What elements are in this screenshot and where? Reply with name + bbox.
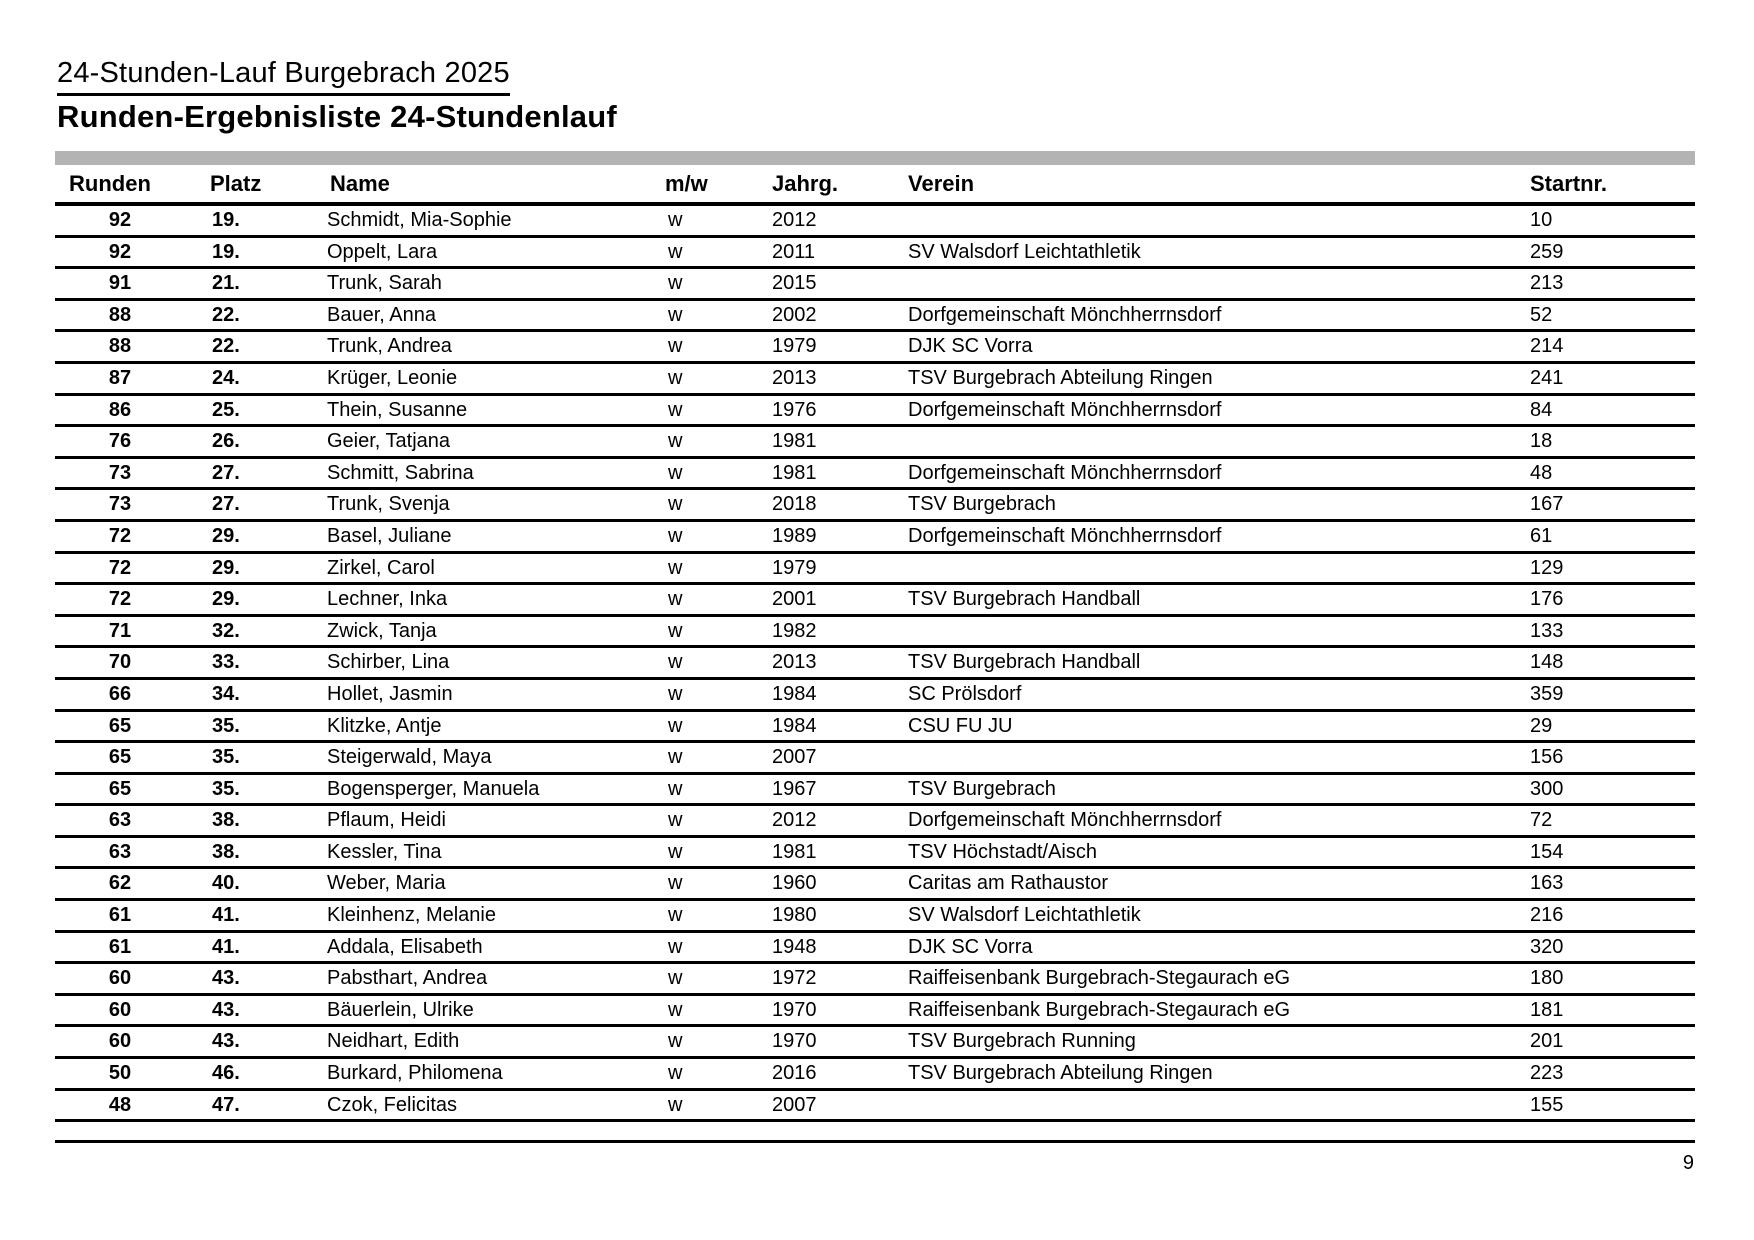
cell-mw: w bbox=[668, 651, 683, 674]
cell-runden: 76 bbox=[108, 430, 132, 453]
cell-platz: 29. bbox=[212, 588, 240, 611]
cell-platz: 43. bbox=[212, 998, 240, 1021]
cell-mw: w bbox=[668, 714, 683, 737]
cell-jahrg: 2007 bbox=[772, 746, 817, 769]
column-header-mw: m/w bbox=[665, 171, 708, 196]
cell-platz: 19. bbox=[212, 209, 240, 231]
cell-name: Czok, Felicitas bbox=[327, 1093, 458, 1116]
table-row bbox=[55, 459, 1695, 491]
page-subtitle: Runden-Ergebnisliste 24-Stundenlauf bbox=[57, 99, 617, 134]
table-header-row bbox=[55, 165, 1695, 206]
table-row bbox=[55, 396, 1695, 428]
cell-jahrg: 2011 bbox=[772, 240, 816, 263]
cell-verein: TSV Burgebrach Abteilung Ringen bbox=[908, 1062, 1213, 1085]
cell-startnr: 156 bbox=[1530, 746, 1564, 769]
cell-mw: w bbox=[668, 240, 683, 263]
cell-runden: 72 bbox=[108, 588, 132, 611]
cell-platz: 22. bbox=[212, 303, 240, 326]
column-header-startnr: Startnr. bbox=[1530, 171, 1608, 196]
cell-verein: SV Walsdorf Leichtathletik bbox=[908, 904, 1141, 927]
cell-verein: TSV Burgebrach Handball bbox=[908, 588, 1141, 611]
cell-platz: 21. bbox=[212, 272, 240, 295]
cell-verein: Dorfgemeinschaft Mönchherrnsdorf bbox=[908, 809, 1222, 832]
cell-platz: 29. bbox=[212, 524, 240, 547]
cell-platz: 24. bbox=[212, 366, 240, 389]
table-row bbox=[55, 522, 1695, 554]
cell-name: Zirkel, Carol bbox=[327, 556, 435, 579]
cell-name: Kessler, Tina bbox=[327, 840, 442, 863]
cell-platz: 27. bbox=[212, 461, 240, 484]
table-row bbox=[55, 364, 1695, 396]
column-header-jahrg: Jahrg. bbox=[772, 171, 839, 196]
cell-verein: SV Walsdorf Leichtathletik bbox=[908, 240, 1141, 263]
table-footer-rule bbox=[55, 1122, 1695, 1143]
cell-name: Trunk, Sarah bbox=[327, 272, 442, 295]
cell-jahrg: 1970 bbox=[772, 1030, 817, 1053]
table-row bbox=[55, 1059, 1695, 1091]
cell-jahrg: 2007 bbox=[772, 1093, 817, 1116]
cell-runden: 66 bbox=[108, 682, 132, 705]
cell-mw: w bbox=[668, 1062, 683, 1085]
cell-jahrg: 1984 bbox=[772, 682, 817, 705]
cell-runden: 60 bbox=[108, 1030, 132, 1053]
cell-runden: 60 bbox=[108, 998, 132, 1021]
table-row bbox=[55, 301, 1695, 333]
cell-name: Lechner, Inka bbox=[327, 588, 448, 611]
cell-runden: 62 bbox=[108, 872, 132, 895]
cell-jahrg: 2013 bbox=[772, 651, 817, 674]
cell-verein: TSV Burgebrach bbox=[908, 493, 1056, 516]
cell-startnr: 29 bbox=[1530, 714, 1553, 737]
cell-verein: Caritas am Rathaustor bbox=[908, 872, 1109, 895]
cell-name: Zwick, Tanja bbox=[327, 619, 437, 642]
cell-runden: 63 bbox=[108, 840, 132, 863]
cell-platz: 41. bbox=[212, 904, 240, 927]
cell-startnr: 129 bbox=[1530, 556, 1564, 579]
cell-runden: 73 bbox=[108, 493, 132, 516]
cell-platz: 25. bbox=[212, 398, 240, 421]
cell-startnr: 61 bbox=[1530, 524, 1553, 547]
cell-runden: 61 bbox=[108, 935, 132, 958]
cell-name: Pflaum, Heidi bbox=[327, 809, 446, 832]
cell-startnr: 214 bbox=[1530, 335, 1564, 358]
cell-jahrg: 1989 bbox=[772, 524, 817, 547]
cell-verein: TSV Höchstadt/Aisch bbox=[908, 840, 1097, 863]
cell-name: Trunk, Svenja bbox=[327, 493, 450, 516]
cell-runden: 60 bbox=[108, 967, 132, 990]
cell-runden: 50 bbox=[108, 1062, 132, 1085]
cell-name: Thein, Susanne bbox=[327, 398, 468, 421]
cell-mw: w bbox=[668, 904, 683, 927]
cell-mw: w bbox=[668, 209, 683, 231]
cell-platz: 46. bbox=[212, 1062, 240, 1085]
table-row bbox=[55, 238, 1695, 270]
cell-name: Pabsthart, Andrea bbox=[327, 967, 488, 990]
table-row bbox=[55, 1027, 1695, 1059]
cell-mw: w bbox=[668, 967, 683, 990]
cell-runden: 61 bbox=[108, 904, 132, 927]
cell-runden: 48 bbox=[108, 1093, 132, 1116]
cell-runden: 87 bbox=[108, 366, 132, 389]
cell-mw: w bbox=[668, 272, 683, 295]
cell-mw: w bbox=[668, 998, 683, 1021]
cell-platz: 33. bbox=[212, 651, 240, 674]
cell-platz: 26. bbox=[212, 430, 240, 453]
cell-platz: 47. bbox=[212, 1093, 240, 1116]
cell-name: Addala, Elisabeth bbox=[327, 935, 483, 958]
cell-startnr: 181 bbox=[1530, 998, 1564, 1021]
cell-mw: w bbox=[668, 303, 683, 326]
cell-mw: w bbox=[668, 366, 683, 389]
cell-startnr: 201 bbox=[1530, 1030, 1564, 1053]
cell-verein: Raiffeisenbank Burgebrach-Stegaurach eG bbox=[908, 998, 1291, 1021]
cell-verein: TSV Burgebrach Abteilung Ringen bbox=[908, 366, 1213, 389]
table-row bbox=[55, 933, 1695, 965]
cell-runden: 73 bbox=[108, 461, 132, 484]
cell-name: Klitzke, Antje bbox=[327, 714, 442, 737]
cell-jahrg: 2018 bbox=[772, 493, 817, 516]
cell-platz: 38. bbox=[212, 809, 240, 832]
cell-name: Kleinhenz, Melanie bbox=[327, 904, 496, 927]
cell-runden: 92 bbox=[108, 209, 132, 231]
cell-verein: TSV Burgebrach Running bbox=[908, 1030, 1136, 1053]
cell-platz: 19. bbox=[212, 240, 240, 263]
cell-platz: 43. bbox=[212, 1030, 240, 1053]
cell-name: Steigerwald, Maya bbox=[327, 746, 492, 769]
cell-verein: TSV Burgebrach Handball bbox=[908, 651, 1141, 674]
cell-platz: 40. bbox=[212, 872, 240, 895]
cell-mw: w bbox=[668, 840, 683, 863]
cell-jahrg: 1984 bbox=[772, 714, 817, 737]
table-row bbox=[55, 490, 1695, 522]
cell-name: Krüger, Leonie bbox=[327, 366, 458, 389]
column-header-verein: Verein bbox=[908, 171, 975, 196]
cell-platz: 43. bbox=[212, 967, 240, 990]
cell-platz: 35. bbox=[212, 777, 240, 800]
table-row bbox=[55, 712, 1695, 744]
cell-mw: w bbox=[668, 524, 683, 547]
cell-verein: Dorfgemeinschaft Mönchherrnsdorf bbox=[908, 524, 1222, 547]
cell-name: Schmidt, Mia-Sophie bbox=[327, 209, 512, 231]
cell-verein: Dorfgemeinschaft Mönchherrnsdorf bbox=[908, 303, 1222, 326]
cell-mw: w bbox=[668, 746, 683, 769]
cell-jahrg: 2016 bbox=[772, 1062, 817, 1085]
cell-jahrg: 1972 bbox=[772, 967, 817, 990]
cell-startnr: 241 bbox=[1530, 366, 1564, 389]
cell-jahrg: 1979 bbox=[772, 556, 817, 579]
cell-jahrg: 1979 bbox=[772, 335, 817, 358]
cell-runden: 72 bbox=[108, 524, 132, 547]
cell-verein: Raiffeisenbank Burgebrach-Stegaurach eG bbox=[908, 967, 1291, 990]
cell-name: Bogensperger, Manuela bbox=[327, 777, 540, 800]
cell-startnr: 259 bbox=[1530, 240, 1564, 263]
cell-name: Trunk, Andrea bbox=[327, 335, 452, 358]
table-row bbox=[55, 775, 1695, 807]
cell-startnr: 18 bbox=[1530, 430, 1553, 453]
header-divider-bar bbox=[55, 151, 1695, 165]
cell-platz: 22. bbox=[212, 335, 240, 358]
cell-mw: w bbox=[668, 1093, 683, 1116]
cell-mw: w bbox=[668, 588, 683, 611]
cell-name: Burkard, Philomena bbox=[327, 1062, 503, 1085]
cell-startnr: 163 bbox=[1530, 872, 1564, 895]
cell-startnr: 176 bbox=[1530, 588, 1564, 611]
cell-startnr: 10 bbox=[1530, 209, 1553, 231]
cell-mw: w bbox=[668, 872, 683, 895]
cell-platz: 35. bbox=[212, 746, 240, 769]
cell-jahrg: 2002 bbox=[772, 303, 817, 326]
cell-mw: w bbox=[668, 777, 683, 800]
cell-name: Oppelt, Lara bbox=[327, 240, 438, 263]
cell-verein: Dorfgemeinschaft Mönchherrnsdorf bbox=[908, 398, 1222, 421]
cell-startnr: 52 bbox=[1530, 303, 1553, 326]
cell-runden: 65 bbox=[108, 714, 132, 737]
cell-runden: 88 bbox=[108, 335, 132, 358]
cell-verein: Dorfgemeinschaft Mönchherrnsdorf bbox=[908, 461, 1222, 484]
page-title: 24-Stunden-Lauf Burgebrach 2025 bbox=[57, 57, 510, 96]
cell-jahrg: 2001 bbox=[772, 588, 817, 611]
results-table-body bbox=[55, 206, 1695, 1143]
cell-verein: CSU FU JU bbox=[908, 714, 1013, 737]
cell-startnr: 300 bbox=[1530, 777, 1564, 800]
column-header-runden: Runden bbox=[69, 171, 151, 196]
cell-jahrg: 1982 bbox=[772, 619, 817, 642]
cell-platz: 35. bbox=[212, 714, 240, 737]
table-row bbox=[55, 996, 1695, 1028]
table-row bbox=[55, 901, 1695, 933]
table-row bbox=[55, 806, 1695, 838]
cell-verein: SC Prölsdorf bbox=[908, 682, 1022, 705]
column-header-platz: Platz bbox=[210, 171, 262, 196]
cell-runden: 72 bbox=[108, 556, 132, 579]
cell-startnr: 359 bbox=[1530, 682, 1564, 705]
cell-platz: 38. bbox=[212, 840, 240, 863]
cell-jahrg: 1980 bbox=[772, 904, 817, 927]
cell-startnr: 84 bbox=[1530, 398, 1553, 421]
cell-jahrg: 1981 bbox=[772, 430, 817, 453]
cell-name: Hollet, Jasmin bbox=[327, 682, 453, 705]
cell-jahrg: 1976 bbox=[772, 398, 817, 421]
cell-startnr: 180 bbox=[1530, 967, 1564, 990]
cell-mw: w bbox=[668, 809, 683, 832]
cell-jahrg: 2015 bbox=[772, 272, 817, 295]
cell-startnr: 320 bbox=[1530, 935, 1564, 958]
cell-runden: 86 bbox=[108, 398, 132, 421]
cell-verein: TSV Burgebrach bbox=[908, 777, 1056, 800]
cell-jahrg: 1967 bbox=[772, 777, 817, 800]
cell-jahrg: 1981 bbox=[772, 840, 817, 863]
cell-mw: w bbox=[668, 335, 683, 358]
cell-verein: DJK SC Vorra bbox=[908, 335, 1033, 358]
cell-mw: w bbox=[668, 556, 683, 579]
cell-mw: w bbox=[668, 935, 683, 958]
cell-jahrg: 1970 bbox=[772, 998, 817, 1021]
cell-name: Schirber, Lina bbox=[327, 651, 450, 674]
cell-mw: w bbox=[668, 619, 683, 642]
cell-startnr: 167 bbox=[1530, 493, 1564, 516]
cell-name: Bauer, Anna bbox=[327, 303, 436, 326]
cell-runden: 70 bbox=[108, 651, 132, 674]
cell-jahrg: 2012 bbox=[772, 809, 817, 832]
cell-jahrg: 1981 bbox=[772, 461, 817, 484]
cell-platz: 32. bbox=[212, 619, 240, 642]
cell-name: Schmitt, Sabrina bbox=[327, 461, 474, 484]
cell-jahrg: 2012 bbox=[772, 209, 817, 231]
cell-mw: w bbox=[668, 430, 683, 453]
table-row bbox=[55, 869, 1695, 901]
table-row bbox=[55, 269, 1695, 301]
cell-runden: 88 bbox=[108, 303, 132, 326]
cell-jahrg: 2013 bbox=[772, 366, 817, 389]
cell-runden: 65 bbox=[108, 777, 132, 800]
table-row bbox=[55, 648, 1695, 680]
table-row bbox=[55, 743, 1695, 775]
cell-name: Bäuerlein, Ulrike bbox=[327, 998, 474, 1021]
cell-runden: 91 bbox=[108, 272, 132, 295]
cell-startnr: 72 bbox=[1530, 809, 1553, 832]
cell-startnr: 154 bbox=[1530, 840, 1564, 863]
cell-mw: w bbox=[668, 398, 683, 421]
cell-mw: w bbox=[668, 682, 683, 705]
table-row bbox=[55, 554, 1695, 586]
cell-startnr: 223 bbox=[1530, 1062, 1564, 1085]
cell-jahrg: 1948 bbox=[772, 935, 817, 958]
cell-startnr: 148 bbox=[1530, 651, 1564, 674]
cell-jahrg: 1960 bbox=[772, 872, 817, 895]
table-row bbox=[55, 680, 1695, 712]
cell-name: Geier, Tatjana bbox=[327, 430, 451, 453]
cell-runden: 65 bbox=[108, 746, 132, 769]
cell-platz: 41. bbox=[212, 935, 240, 958]
cell-mw: w bbox=[668, 461, 683, 484]
cell-platz: 34. bbox=[212, 682, 240, 705]
cell-name: Basel, Juliane bbox=[327, 524, 452, 547]
cell-mw: w bbox=[668, 1030, 683, 1053]
cell-verein: DJK SC Vorra bbox=[908, 935, 1033, 958]
cell-startnr: 48 bbox=[1530, 461, 1553, 484]
table-row bbox=[55, 332, 1695, 364]
table-row bbox=[55, 838, 1695, 870]
cell-name: Neidhart, Edith bbox=[327, 1030, 460, 1053]
cell-platz: 29. bbox=[212, 556, 240, 579]
cell-runden: 92 bbox=[108, 240, 132, 263]
cell-name: Weber, Maria bbox=[327, 872, 446, 895]
table-row bbox=[55, 206, 1695, 238]
cell-startnr: 213 bbox=[1530, 272, 1564, 295]
cell-runden: 71 bbox=[108, 619, 132, 642]
cell-startnr: 133 bbox=[1530, 619, 1564, 642]
page-number: 9 bbox=[1682, 1152, 1694, 1174]
table-row bbox=[55, 1091, 1695, 1123]
cell-runden: 63 bbox=[108, 809, 132, 832]
column-header-name: Name bbox=[330, 171, 390, 196]
table-row bbox=[55, 964, 1695, 996]
table-row bbox=[55, 617, 1695, 649]
table-row bbox=[55, 427, 1695, 459]
table-row bbox=[55, 585, 1695, 617]
cell-startnr: 216 bbox=[1530, 904, 1564, 927]
cell-platz: 27. bbox=[212, 493, 240, 516]
cell-startnr: 155 bbox=[1530, 1093, 1564, 1116]
cell-mw: w bbox=[668, 493, 683, 516]
